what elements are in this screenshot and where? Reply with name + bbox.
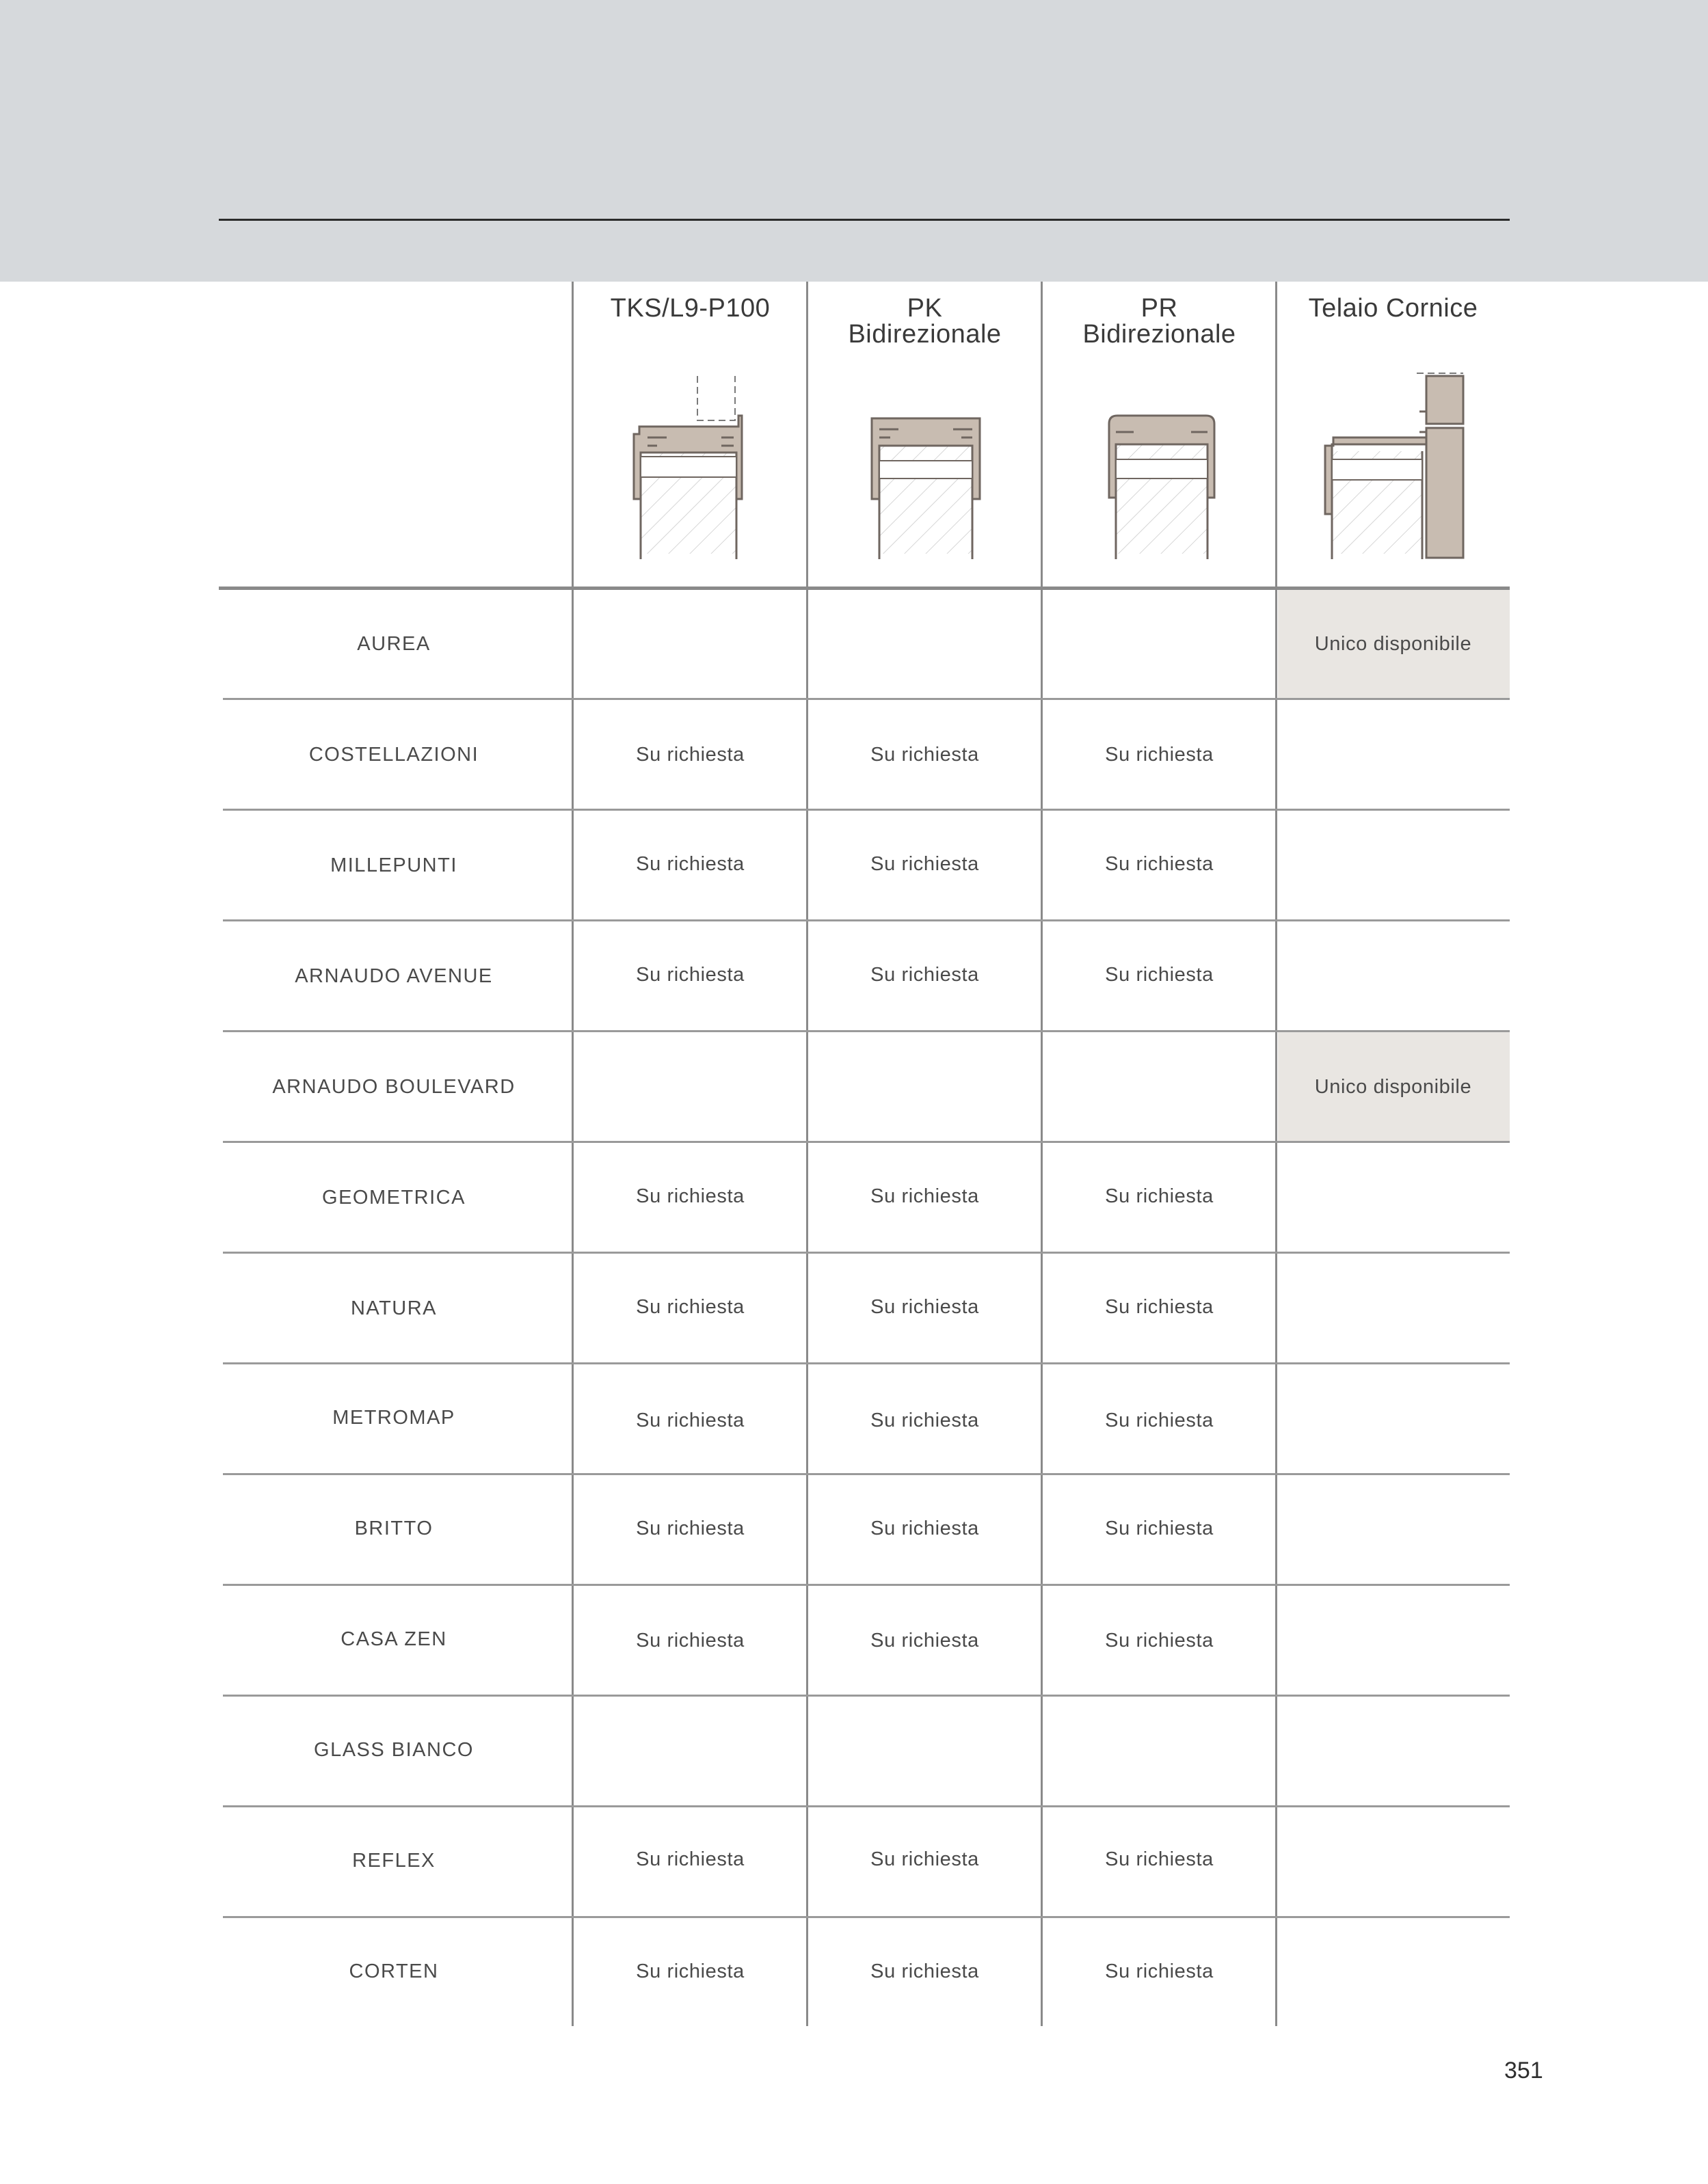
row-divider — [223, 809, 1510, 811]
row-label: COSTELLAZIONI — [308, 744, 479, 766]
table-cell: Su richiesta — [870, 1848, 979, 1870]
row-label: MILLEPUNTI — [330, 854, 457, 876]
table-cell: Su richiesta — [870, 1518, 979, 1539]
table-cell: Su richiesta — [636, 1518, 745, 1539]
row-label: BRITTO — [354, 1518, 433, 1539]
column-divider — [1041, 282, 1043, 2026]
table-cell: Su richiesta — [636, 1296, 745, 1318]
column-header-line1: PR — [1140, 294, 1178, 323]
row-divider — [223, 1695, 1510, 1697]
row-divider — [223, 698, 1510, 700]
table-cell: Su richiesta — [1105, 1296, 1214, 1318]
table-cell: Su richiesta — [870, 964, 979, 986]
table-cell: Su richiesta — [1105, 1960, 1214, 1982]
row-label: GEOMETRICA — [322, 1187, 466, 1209]
table-cell: Su richiesta — [636, 1185, 745, 1207]
column-header-line1: PK — [907, 294, 943, 323]
column-divider — [1275, 282, 1277, 2026]
column-header-line1: Telaio Cornice — [1308, 294, 1478, 323]
column-divider — [572, 282, 574, 2026]
header-rule — [219, 587, 1510, 590]
row-divider — [223, 1030, 1510, 1032]
row-label: GLASS BIANCO — [314, 1739, 474, 1761]
table-cell: Su richiesta — [1105, 1185, 1214, 1207]
column-header-tks — [573, 295, 808, 377]
row-divider — [223, 1916, 1510, 1918]
pk-frame-profile-icon — [855, 369, 998, 567]
row-label: ARNAUDO AVENUE — [295, 965, 493, 987]
table-cell: Su richiesta — [870, 853, 979, 875]
telaio-cornice-profile-icon — [1313, 369, 1470, 567]
table-cell: Unico disponibile — [1314, 633, 1472, 655]
table-cell: Su richiesta — [1105, 1630, 1214, 1652]
column-divider — [806, 282, 808, 2026]
column-header-telaio-cornice — [1277, 295, 1510, 377]
table-cell: Su richiesta — [1105, 1410, 1214, 1431]
page-number: 351 — [1504, 2058, 1543, 2084]
column-header-pk — [808, 295, 1042, 377]
table-cell: Su richiesta — [1105, 744, 1214, 766]
table-cell: Su richiesta — [1105, 1518, 1214, 1539]
table-cell: Su richiesta — [870, 1410, 979, 1431]
row-label: AUREA — [357, 633, 431, 655]
row-label: METROMAP — [332, 1407, 455, 1429]
table-cell: Su richiesta — [636, 1630, 745, 1652]
table-cell: Su richiesta — [870, 744, 979, 766]
tks-frame-profile-icon — [619, 369, 762, 567]
table-cell: Su richiesta — [636, 1960, 745, 1982]
row-label: CORTEN — [349, 1960, 439, 1982]
table-cell: Su richiesta — [636, 744, 745, 766]
row-divider — [223, 1584, 1510, 1586]
table-cell: Su richiesta — [1105, 853, 1214, 875]
row-divider — [223, 1805, 1510, 1807]
table-cell: Su richiesta — [1105, 1848, 1214, 1870]
table-cell: Su richiesta — [636, 964, 745, 986]
table-cell: Su richiesta — [636, 1410, 745, 1431]
row-divider — [223, 1473, 1510, 1475]
row-label: REFLEX — [352, 1850, 436, 1872]
table-cell: Su richiesta — [1105, 964, 1214, 986]
column-header-pr — [1042, 295, 1277, 377]
row-divider — [223, 1252, 1510, 1254]
row-label: CASA ZEN — [341, 1628, 447, 1650]
table-cell: Su richiesta — [870, 1630, 979, 1652]
column-header-line2: Bidirezionale — [848, 320, 1002, 349]
column-header-line1: TKS/L9-P100 — [610, 294, 771, 323]
top-band — [0, 0, 1708, 282]
row-label: ARNAUDO BOULEVARD — [272, 1076, 516, 1098]
table-cell: Su richiesta — [870, 1960, 979, 1982]
table-cell: Unico disponibile — [1314, 1076, 1472, 1098]
top-rule — [219, 219, 1510, 221]
row-label: NATURA — [350, 1297, 438, 1319]
row-divider — [223, 1362, 1510, 1364]
row-divider — [223, 919, 1510, 921]
table-cell: Su richiesta — [636, 853, 745, 875]
table-cell: Su richiesta — [870, 1296, 979, 1318]
table-cell: Su richiesta — [636, 1848, 745, 1870]
row-divider — [223, 1141, 1510, 1143]
column-header-line2: Bidirezionale — [1082, 320, 1236, 349]
table-cell: Su richiesta — [870, 1185, 979, 1207]
pr-frame-profile-icon — [1090, 369, 1233, 567]
